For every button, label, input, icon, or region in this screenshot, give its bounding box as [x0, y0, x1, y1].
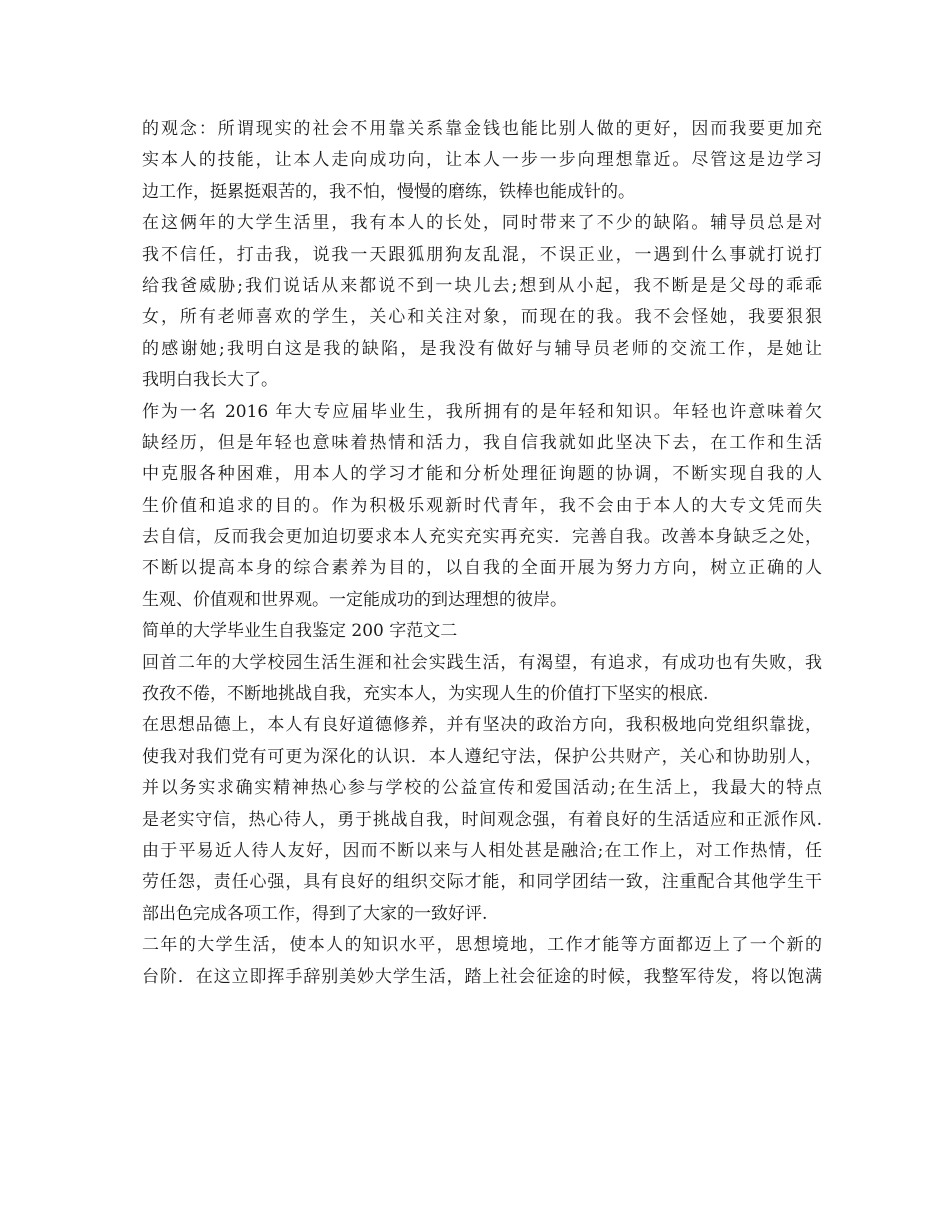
text-line: 由于平易近人待人友好，因而不断以来与人相处甚是融洽;在工作上，对工作热情，任: [142, 840, 822, 861]
text-line: 台阶．在这立即挥手辞别美妙大学生活，踏上社会征途的时候，我整军待发，将以饱满: [142, 966, 822, 987]
text-line: 回首二年的大学校园生活生涯和社会实践生活，有渴望，有追求，有成功也有失败，我: [142, 652, 822, 673]
text-line: 作为一名 2016 年大专应届毕业生，我所拥有的是年轻和知识。年轻也许意味着欠: [142, 401, 822, 422]
text-line: 并以务实求确实精神热心参与学校的公益宣传和爱国活动;在生活上，我最大的特点: [142, 778, 822, 799]
document-body: [142, 114, 822, 993]
text-line: 生观、价值观和世界观。一定能成功的到达理想的彼岸。: [142, 589, 567, 610]
heading-line: 简单的大学毕业生自我鉴定 200 字范文二: [142, 621, 458, 642]
text-line: 在思想品德上，本人有良好道德修养，并有坚决的政治方向，我积极地向党组织靠拢，: [142, 715, 822, 736]
text-line: 劳任怨，责任心强，具有良好的组织交际才能，和同学团结一致，注重配合其他学生干: [142, 872, 822, 893]
text-line: 在这俩年的大学生活里，我有本人的长处，同时带来了不少的缺陷。辅导员总是对: [142, 213, 822, 234]
text-line: 孜孜不倦，不断地挑战自我，充实本人，为实现人生的价值打下坚实的根底.: [142, 684, 709, 705]
section-heading: [142, 616, 822, 647]
text-line: 中克服各种困难，用本人的学习才能和分析处理征询题的协调，不断实现自我的人: [142, 464, 822, 485]
text-line: 的观念：所谓现实的社会不用靠关系靠金钱也能比别人做的更好，因而我要更加充: [142, 119, 822, 139]
text-line: 给我爸威胁;我们说话从来都说不到一块儿去;想到从小起，我不断是是父母的乖乖: [142, 275, 822, 296]
paragraph-6: [142, 710, 822, 930]
text-line: 我不信任，打击我，说我一天跟狐朋狗友乱混，不误正业，一遇到什么事就打说打: [142, 244, 822, 265]
paragraph-1: [142, 114, 822, 208]
text-line: 二年的大学生活，使本人的知识水平，思想境地，工作才能等方面都迈上了一个新的: [142, 935, 822, 956]
text-line: 女，所有老师喜欢的学生，关心和关注对象，而现在的我。我不会怪她，我要狠狠: [142, 307, 822, 328]
text-line: 使我对我们党有可更为深化的认识．本人遵纪守法，保护公共财产，关心和协助别人，: [142, 746, 822, 767]
paragraph-7: [142, 930, 822, 993]
text-line: 生价值和追求的目的。作为积极乐观新时代青年，我不会由于本人的大专文凭而失: [142, 495, 822, 516]
paragraph-3: [142, 397, 822, 617]
text-line: 的感谢她;我明白这是我的缺陷，是我没有做好与辅导员老师的交流工作，是她让: [142, 338, 822, 359]
text-line: 边工作，挺累挺艰苦的，我不怕，慢慢的磨练，铁棒也能成针的。: [142, 181, 635, 202]
paragraph-2: [142, 208, 822, 396]
text-line: 去自信，反而我会更加迫切要求本人充实充实再充实．完善自我。改善本身缺乏之处，: [142, 527, 822, 548]
text-line: 我明白我长大了。: [142, 370, 278, 391]
text-line: 实本人的技能，让本人走向成功向，让本人一步一步向理想靠近。尽管这是边学习: [142, 150, 822, 171]
paragraph-5: [142, 648, 822, 711]
text-line: 缺经历，但是年轻也意味着热情和活力，我自信我就如此坚决下去，在工作和生活: [142, 432, 822, 453]
text-line: 不断以提高本身的综合素养为目的，以自我的全面开展为努力方向，树立正确的人: [142, 558, 822, 579]
text-line: 部出色完成各项工作，得到了大家的一致好评.: [142, 903, 488, 924]
text-line: 是老实守信，热心待人，勇于挑战自我，时间观念强，有着良好的生活适应和正派作风.: [142, 809, 822, 830]
